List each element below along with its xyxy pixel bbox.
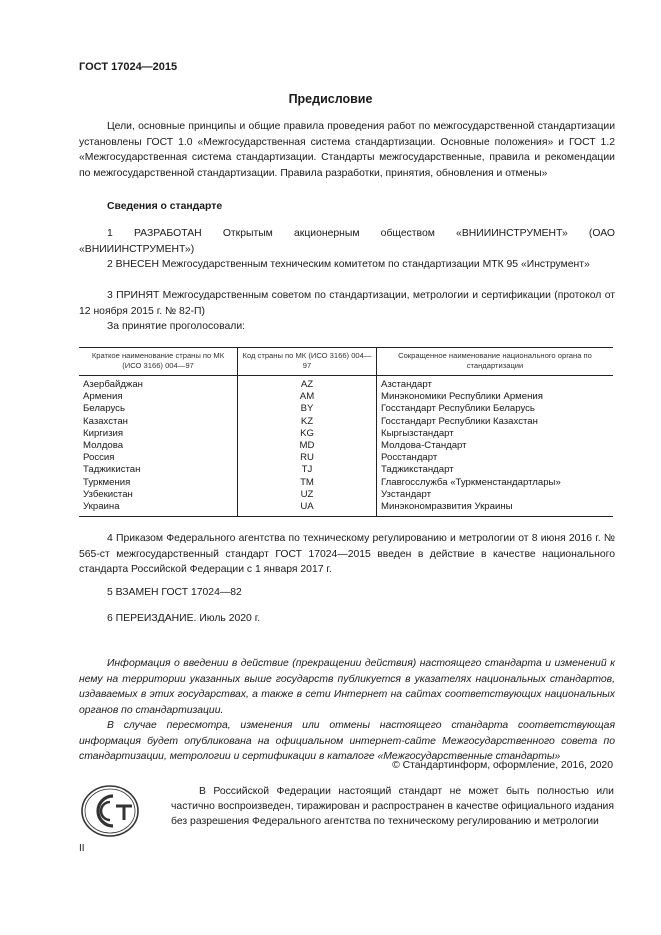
- table-header-row: [79, 348, 613, 376]
- body-cell: Молдова-Стандарт: [377, 440, 614, 452]
- rst-gost-logo-icon: [80, 784, 140, 838]
- body-cell: Минэкономразвития Украины: [377, 501, 614, 517]
- body-cell: Госстандарт Республики Беларусь: [377, 403, 614, 415]
- body-cell: Госстандарт Республики Казахстан: [377, 416, 614, 428]
- voted-label: За принятие проголосовали:: [107, 321, 246, 332]
- item-replaces: 5 ВЗАМЕН ГОСТ 17024—82: [107, 587, 242, 598]
- item-adopted: 3 ПРИНЯТ Межгосударственным советом по стандартизации, метрологии и сертификации (протокол от 12 ноября 2015 г. № 82-П): [79, 290, 615, 317]
- column-header-body: Сокращенное наименование национального органа по стандартизации: [377, 348, 614, 376]
- code-cell: AM: [238, 391, 377, 403]
- code-cell: KZ: [238, 416, 377, 428]
- intro-paragraph: Цели, основные принципы и общие правила проведения работ по межгосударственной стандартизации установлены ГОСТ 1.0 «Межгосударственная система стандартизации. Основные положения» и ГОСТ 1.2 «Межгосударственная система стандартизации. Стандарты межгосударственные, правила и рекомендации по межгосударственной стандартизации. Правила разработки, принятия, обновления и отмены»: [79, 121, 615, 179]
- code-cell: UZ: [238, 489, 377, 501]
- table-row: [79, 440, 613, 452]
- country-cell: Киргизия: [83, 427, 124, 439]
- country-cell: Туркмения: [83, 476, 131, 488]
- code-cell: MD: [238, 440, 377, 452]
- table-row: [79, 464, 613, 476]
- item-order: 4 Приказом Федерального агентства по техническому регулированию и метрологии от 8 июня 2016 г. № 565-ст межгосударственный стандарт ГОСТ 17024—2015 введен в действие в качестве национального стандарта Российской Федерации с 1 января 2017 г.: [79, 533, 615, 575]
- table-row: [79, 376, 613, 392]
- code-cell: BY: [238, 403, 377, 415]
- country-cell: Азербайджан: [83, 379, 143, 390]
- country-cell: Армения: [83, 391, 123, 403]
- code-cell: KG: [238, 428, 377, 440]
- body-cell: Азстандарт: [377, 376, 614, 392]
- country-cell: Таджикистан: [83, 464, 141, 476]
- about-standard-heading: Сведения о стандарте: [107, 201, 223, 212]
- item-reissue: 6 ПЕРЕИЗДАНИЕ. Июль 2020 г.: [107, 613, 261, 624]
- country-cell: Россия: [83, 452, 115, 464]
- table-row: [79, 391, 613, 403]
- body-cell: Росстандарт: [377, 452, 614, 464]
- copyright-line: © Стандартинформ, оформление, 2016, 2020: [392, 760, 613, 771]
- body-cell: Кыргызстандарт: [377, 428, 614, 440]
- table-row: [79, 416, 613, 428]
- info-paragraph-1: Информация о введении в действие (прекращении действия) настоящего стандарта и изменений к нему на территории указанных выше государств публикуется в указателях национальных стандартов, издаваемых в этих государствах, а также в сети Интернет на сайтах соответствующих национальных органов по стандартизации.: [79, 658, 615, 716]
- country-cell: Беларусь: [83, 403, 125, 415]
- code-cell: UA: [238, 501, 377, 517]
- voting-table: [79, 347, 613, 517]
- code-cell: AZ: [238, 376, 377, 392]
- code-cell: TM: [238, 477, 377, 489]
- country-cell: Молдова: [83, 440, 124, 452]
- body-cell: Минэкономики Республики Армения: [377, 391, 614, 403]
- document-code: ГОСТ 17024—2015: [79, 61, 178, 73]
- table-row: [79, 489, 613, 501]
- info-paragraph-2: В случае пересмотра, изменения или отмены настоящего стандарта соответствующая информация будет опубликована на официальном интернет-сайте Межгосударственного совета по стандартизации, метрологии и сертификации в каталоге «Межгосударственные стандарты»: [79, 720, 615, 762]
- body-cell: Таджикстандарт: [377, 464, 614, 476]
- country-cell: Украина: [79, 501, 238, 517]
- page-number: II: [79, 843, 85, 854]
- table-row: [79, 477, 613, 489]
- country-cell: Казахстан: [83, 415, 128, 427]
- column-header-code: Код страны по МК (ИСО 3166) 004—97: [238, 348, 377, 376]
- copyright-notice: В Российской Федерации настоящий стандарт не может быть полностью или частично воспроизведен, тиражирован и распространен в качестве официального издания без разрешения Федерального агентства по техническому регулированию и метрологии: [171, 786, 614, 827]
- country-cell: Узбекистан: [83, 488, 133, 500]
- table-row: [79, 452, 613, 464]
- table-row: [79, 501, 613, 517]
- page-title: Предисловие: [288, 92, 373, 106]
- body-cell: Главгосслужба «Туркменстандартлары»: [377, 477, 614, 489]
- item-developed: 1 РАЗРАБОТАН Открытым акционерным обществом «ВНИИИНСТРУМЕНТ» (ОАО «ВНИИИНСТРУМЕНТ»): [79, 228, 615, 255]
- code-cell: RU: [238, 452, 377, 464]
- body-cell: Узстандарт: [377, 489, 614, 501]
- column-header-country: Краткое наименование страны по МК (ИСО 3166) 004—97: [79, 348, 238, 376]
- item-introduced: 2 ВНЕСЕН Межгосударственным техническим комитетом по стандартизации МТК 95 «Инструмент»: [107, 259, 590, 270]
- code-cell: TJ: [238, 464, 377, 476]
- table-row: [79, 403, 613, 415]
- table-row: [79, 428, 613, 440]
